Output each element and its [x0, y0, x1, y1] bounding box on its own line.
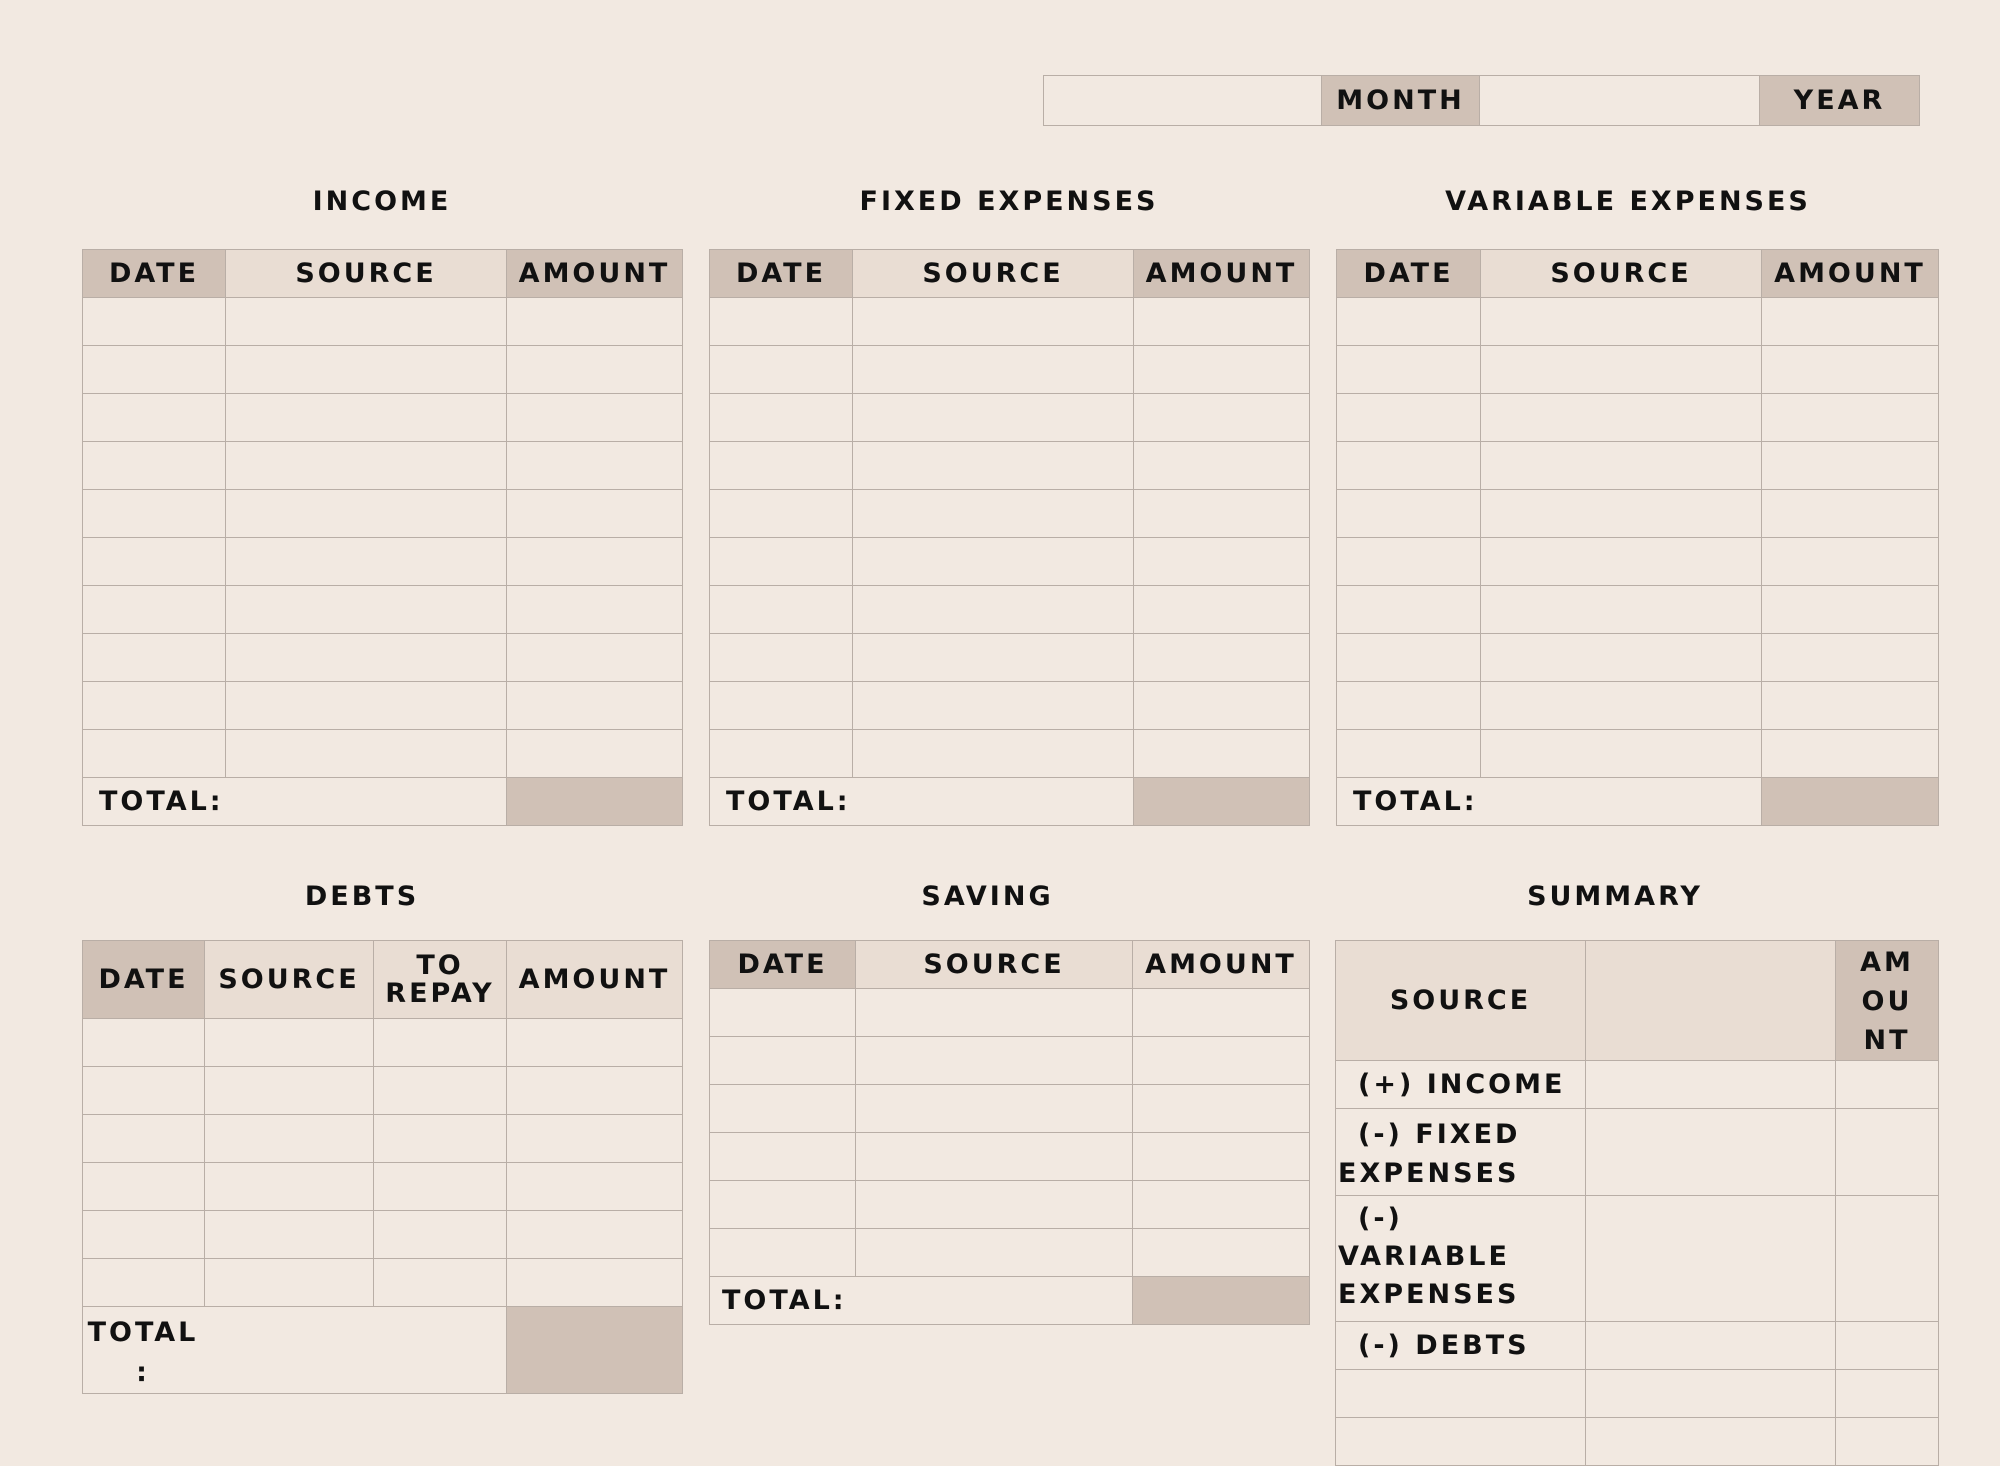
summary-cell[interactable] [1586, 1322, 1836, 1370]
saving-total-label: TOTAL: [710, 1277, 1133, 1325]
entry-cell[interactable] [853, 730, 1134, 778]
entry-cell[interactable] [507, 1067, 683, 1115]
entry-cell[interactable] [1134, 538, 1310, 586]
table-row [83, 1211, 683, 1259]
entry-cell[interactable] [1762, 538, 1939, 586]
entry-cell[interactable] [374, 1259, 507, 1307]
summary-cell[interactable] [1836, 1196, 1939, 1322]
income-col-date: DATE [83, 250, 226, 298]
entry-cell[interactable] [507, 1019, 683, 1067]
summary-title: SUMMARY [1527, 881, 1703, 912]
entry-cell[interactable] [374, 1019, 507, 1067]
entry-cell[interactable] [83, 730, 226, 778]
entry-cell[interactable] [83, 442, 226, 490]
entry-cell[interactable] [710, 394, 853, 442]
fixed-col-amount: AMOUNT [1134, 250, 1310, 298]
table-row [1337, 394, 1939, 442]
entry-cell[interactable] [853, 298, 1134, 346]
entry-cell[interactable] [1134, 730, 1310, 778]
entry-cell[interactable] [853, 682, 1134, 730]
income-col-source: SOURCE [226, 250, 507, 298]
entry-cell[interactable] [856, 989, 1133, 1037]
variable-col-amount: AMOUNT [1762, 250, 1939, 298]
income-table [82, 249, 683, 826]
entry-cell[interactable] [710, 538, 853, 586]
fixed-total-value[interactable] [1134, 778, 1310, 826]
summary-cell[interactable] [1586, 1370, 1836, 1418]
entry-cell[interactable] [710, 346, 853, 394]
table-row [83, 1019, 683, 1067]
entry-cell[interactable] [507, 442, 683, 490]
variable-total-value[interactable] [1762, 778, 1939, 826]
table-row [1337, 346, 1939, 394]
table-row [83, 346, 683, 394]
entry-cell[interactable] [83, 1067, 205, 1115]
entry-cell[interactable] [1762, 682, 1939, 730]
entry-cell[interactable] [1337, 538, 1481, 586]
entry-cell[interactable] [1134, 346, 1310, 394]
entry-cell[interactable] [1481, 394, 1762, 442]
entry-cell[interactable] [83, 1115, 205, 1163]
entry-cell[interactable] [1481, 346, 1762, 394]
entry-cell[interactable] [856, 1037, 1133, 1085]
table-row [1337, 538, 1939, 586]
summary-row-income-label: (+) INCOME [1358, 1069, 1566, 1100]
entry-cell[interactable] [205, 1211, 374, 1259]
table-row [1337, 490, 1939, 538]
month-value-field[interactable] [1044, 76, 1322, 126]
entry-cell[interactable] [226, 538, 507, 586]
entry-cell[interactable] [205, 1259, 374, 1307]
entry-cell[interactable] [1133, 989, 1310, 1037]
entry-cell[interactable] [1762, 394, 1939, 442]
table-row [1337, 442, 1939, 490]
summary-cell[interactable] [1836, 1322, 1939, 1370]
fixed-col-source: SOURCE [853, 250, 1134, 298]
entry-cell[interactable] [507, 634, 683, 682]
table-row [1337, 634, 1939, 682]
entry-cell[interactable] [856, 1133, 1133, 1181]
saving-title: SAVING [921, 881, 1054, 912]
month-year-bar [1043, 75, 1920, 126]
entry-cell[interactable] [710, 298, 853, 346]
entry-cell[interactable] [853, 538, 1134, 586]
income-total-label: TOTAL: [83, 778, 507, 826]
saving-col-source: SOURCE [856, 941, 1133, 989]
variable-col-source: SOURCE [1481, 250, 1762, 298]
entry-cell[interactable] [507, 730, 683, 778]
table-row [83, 1067, 683, 1115]
table-row [83, 394, 683, 442]
table-row [83, 490, 683, 538]
entry-cell[interactable] [507, 490, 683, 538]
entry-cell[interactable] [374, 1163, 507, 1211]
entry-cell[interactable] [507, 586, 683, 634]
entry-cell[interactable] [226, 682, 507, 730]
summary-cell[interactable] [1836, 1418, 1939, 1466]
table-row [83, 1115, 683, 1163]
entry-cell[interactable] [856, 1085, 1133, 1133]
summary-cell[interactable] [1586, 1109, 1836, 1196]
table-row [710, 1085, 1310, 1133]
entry-cell[interactable] [1133, 1229, 1310, 1277]
table-row [710, 394, 1310, 442]
entry-cell[interactable] [83, 346, 226, 394]
summary-col-source: SOURCE [1336, 941, 1586, 1061]
entry-cell[interactable] [710, 586, 853, 634]
entry-cell[interactable] [1133, 1181, 1310, 1229]
entry-cell[interactable] [1481, 538, 1762, 586]
entry-cell[interactable] [1134, 490, 1310, 538]
entry-cell[interactable] [1481, 298, 1762, 346]
fixed-col-date: DATE [710, 250, 853, 298]
table-row [710, 538, 1310, 586]
entry-cell[interactable] [507, 394, 683, 442]
entry-cell[interactable] [205, 1019, 374, 1067]
debts-title: DEBTS [304, 881, 420, 912]
entry-cell[interactable] [853, 586, 1134, 634]
debts-table [82, 940, 683, 1394]
entry-cell[interactable] [1481, 682, 1762, 730]
fixed-total-label: TOTAL: [710, 778, 1134, 826]
saving-table [709, 940, 1310, 1325]
table-row [710, 586, 1310, 634]
table-row [83, 1259, 683, 1307]
summary-cell[interactable] [1836, 1109, 1939, 1196]
debts-col-amount: AMOUNT [507, 941, 683, 1019]
table-row [710, 1181, 1310, 1229]
table-row [83, 682, 683, 730]
summary-cell[interactable] [1586, 1196, 1836, 1322]
entry-cell[interactable] [1337, 634, 1481, 682]
summary-col-blank [1586, 941, 1836, 1061]
debts-col-to-repay: TO REPAY [374, 941, 507, 1019]
entry-cell[interactable] [1762, 298, 1939, 346]
entry-cell[interactable] [1337, 442, 1481, 490]
fixed-expenses-title: FIXED EXPENSES [859, 186, 1159, 217]
table-row [1337, 586, 1939, 634]
entry-cell[interactable] [710, 1133, 856, 1181]
month-label: MONTH [1322, 76, 1480, 126]
table-row [710, 298, 1310, 346]
entry-cell[interactable] [226, 346, 507, 394]
table-row [1337, 682, 1939, 730]
table-row [710, 634, 1310, 682]
entry-cell[interactable] [710, 1085, 856, 1133]
entry-cell[interactable] [226, 730, 507, 778]
entry-cell[interactable] [83, 1163, 205, 1211]
entry-cell[interactable] [710, 634, 853, 682]
summary-row-income [1336, 1061, 1586, 1109]
table-row [710, 1133, 1310, 1181]
entry-cell[interactable] [856, 1229, 1133, 1277]
entry-cell[interactable] [710, 442, 853, 490]
table-row [83, 586, 683, 634]
entry-cell[interactable] [853, 442, 1134, 490]
entry-cell[interactable] [83, 1211, 205, 1259]
entry-cell[interactable] [507, 682, 683, 730]
entry-cell[interactable] [205, 1163, 374, 1211]
summary-row-fixed [1336, 1109, 1586, 1196]
entry-cell[interactable] [1762, 490, 1939, 538]
summary-col-amount-text: AMOUNT [1860, 947, 1914, 1056]
entry-cell[interactable] [1337, 730, 1481, 778]
entry-cell[interactable] [226, 490, 507, 538]
entry-cell[interactable] [1134, 298, 1310, 346]
entry-cell[interactable] [1481, 730, 1762, 778]
debts-col-source: SOURCE [205, 941, 374, 1019]
fixed-expenses-table [709, 249, 1310, 826]
summary-cell[interactable] [1836, 1061, 1939, 1109]
entry-cell[interactable] [205, 1067, 374, 1115]
year-value-field[interactable] [1480, 76, 1760, 126]
entry-cell[interactable] [226, 442, 507, 490]
entry-cell[interactable] [853, 490, 1134, 538]
summary-cell[interactable] [1836, 1370, 1939, 1418]
summary-row-debts [1336, 1322, 1586, 1370]
entry-cell[interactable] [374, 1211, 507, 1259]
entry-cell[interactable] [1762, 730, 1939, 778]
entry-cell[interactable] [83, 682, 226, 730]
debts-col-date: DATE [83, 941, 205, 1019]
summary-row-empty[interactable] [1336, 1370, 1586, 1418]
entry-cell[interactable] [710, 989, 856, 1037]
entry-cell[interactable] [1133, 1085, 1310, 1133]
summary-col-amount [1836, 941, 1939, 1061]
table-row [83, 538, 683, 586]
entry-cell[interactable] [507, 1163, 683, 1211]
table-row [710, 989, 1310, 1037]
entry-cell[interactable] [853, 634, 1134, 682]
entry-cell[interactable] [1337, 346, 1481, 394]
entry-cell[interactable] [710, 682, 853, 730]
table-row [710, 682, 1310, 730]
table-row [83, 730, 683, 778]
entry-cell[interactable] [226, 634, 507, 682]
variable-expenses-title: VARIABLE EXPENSES [1445, 186, 1811, 217]
debts-total-value[interactable] [507, 1307, 683, 1394]
entry-cell[interactable] [1481, 490, 1762, 538]
table-row [710, 442, 1310, 490]
summary-row-variable [1336, 1196, 1586, 1322]
summary-row-variable-label: (-) VARIABLE EXPENSES [1338, 1203, 1520, 1310]
entry-cell[interactable] [1134, 634, 1310, 682]
entry-cell[interactable] [226, 586, 507, 634]
debts-total-label: TOTAL : [87, 1317, 199, 1388]
entry-cell[interactable] [710, 730, 853, 778]
entry-cell[interactable] [83, 586, 226, 634]
table-row [710, 1229, 1310, 1277]
entry-cell[interactable] [83, 298, 226, 346]
entry-cell[interactable] [856, 1181, 1133, 1229]
entry-cell[interactable] [205, 1115, 374, 1163]
entry-cell[interactable] [226, 298, 507, 346]
entry-cell[interactable] [710, 1037, 856, 1085]
debts-total-label-cell [83, 1307, 507, 1394]
entry-cell[interactable] [507, 538, 683, 586]
table-row [83, 634, 683, 682]
entry-cell[interactable] [507, 1115, 683, 1163]
saving-col-date: DATE [710, 941, 856, 989]
income-title: INCOME [312, 186, 452, 217]
entry-cell[interactable] [1134, 586, 1310, 634]
saving-col-amount: AMOUNT [1133, 941, 1310, 989]
entry-cell[interactable] [507, 346, 683, 394]
summary-cell[interactable] [1586, 1061, 1836, 1109]
summary-cell[interactable] [1586, 1418, 1836, 1466]
summary-row-debts-label: (-) DEBTS [1358, 1330, 1530, 1361]
entry-cell[interactable] [1337, 298, 1481, 346]
entry-cell[interactable] [1133, 1037, 1310, 1085]
table-row [710, 1037, 1310, 1085]
entry-cell[interactable] [226, 394, 507, 442]
table-row [710, 490, 1310, 538]
entry-cell[interactable] [1762, 634, 1939, 682]
summary-table [1335, 940, 1939, 1466]
entry-cell[interactable] [83, 1019, 205, 1067]
entry-cell[interactable] [83, 1259, 205, 1307]
entry-cell[interactable] [1337, 394, 1481, 442]
variable-col-date: DATE [1337, 250, 1481, 298]
entry-cell[interactable] [83, 394, 226, 442]
entry-cell[interactable] [710, 1229, 856, 1277]
table-row [1337, 730, 1939, 778]
entry-cell[interactable] [1762, 442, 1939, 490]
summary-row-empty[interactable] [1336, 1418, 1586, 1466]
entry-cell[interactable] [83, 634, 226, 682]
entry-cell[interactable] [1337, 490, 1481, 538]
entry-cell[interactable] [507, 1211, 683, 1259]
entry-cell[interactable] [1133, 1133, 1310, 1181]
entry-cell[interactable] [507, 1259, 683, 1307]
variable-total-label: TOTAL: [1337, 778, 1762, 826]
table-row [83, 298, 683, 346]
entry-cell[interactable] [507, 298, 683, 346]
table-row [710, 346, 1310, 394]
entry-cell[interactable] [1337, 682, 1481, 730]
entry-cell[interactable] [853, 346, 1134, 394]
entry-cell[interactable] [374, 1115, 507, 1163]
entry-cell[interactable] [374, 1067, 507, 1115]
summary-row-fixed-label: (-) FIXED EXPENSES [1338, 1119, 1521, 1190]
variable-expenses-table [1336, 249, 1939, 826]
entry-cell[interactable] [1134, 394, 1310, 442]
income-total-value[interactable] [507, 778, 683, 826]
entry-cell[interactable] [1134, 442, 1310, 490]
entry-cell[interactable] [1481, 634, 1762, 682]
entry-cell[interactable] [83, 490, 226, 538]
entry-cell[interactable] [710, 1181, 856, 1229]
table-row [1337, 298, 1939, 346]
table-row [710, 730, 1310, 778]
year-label: YEAR [1760, 76, 1920, 126]
entry-cell[interactable] [853, 394, 1134, 442]
entry-cell[interactable] [710, 490, 853, 538]
table-row [83, 1163, 683, 1211]
income-col-amount: AMOUNT [507, 250, 683, 298]
entry-cell[interactable] [83, 538, 226, 586]
saving-total-value[interactable] [1133, 1277, 1310, 1325]
entry-cell[interactable] [1762, 586, 1939, 634]
entry-cell[interactable] [1481, 586, 1762, 634]
table-row [83, 442, 683, 490]
entry-cell[interactable] [1337, 586, 1481, 634]
entry-cell[interactable] [1481, 442, 1762, 490]
entry-cell[interactable] [1762, 346, 1939, 394]
entry-cell[interactable] [1134, 682, 1310, 730]
